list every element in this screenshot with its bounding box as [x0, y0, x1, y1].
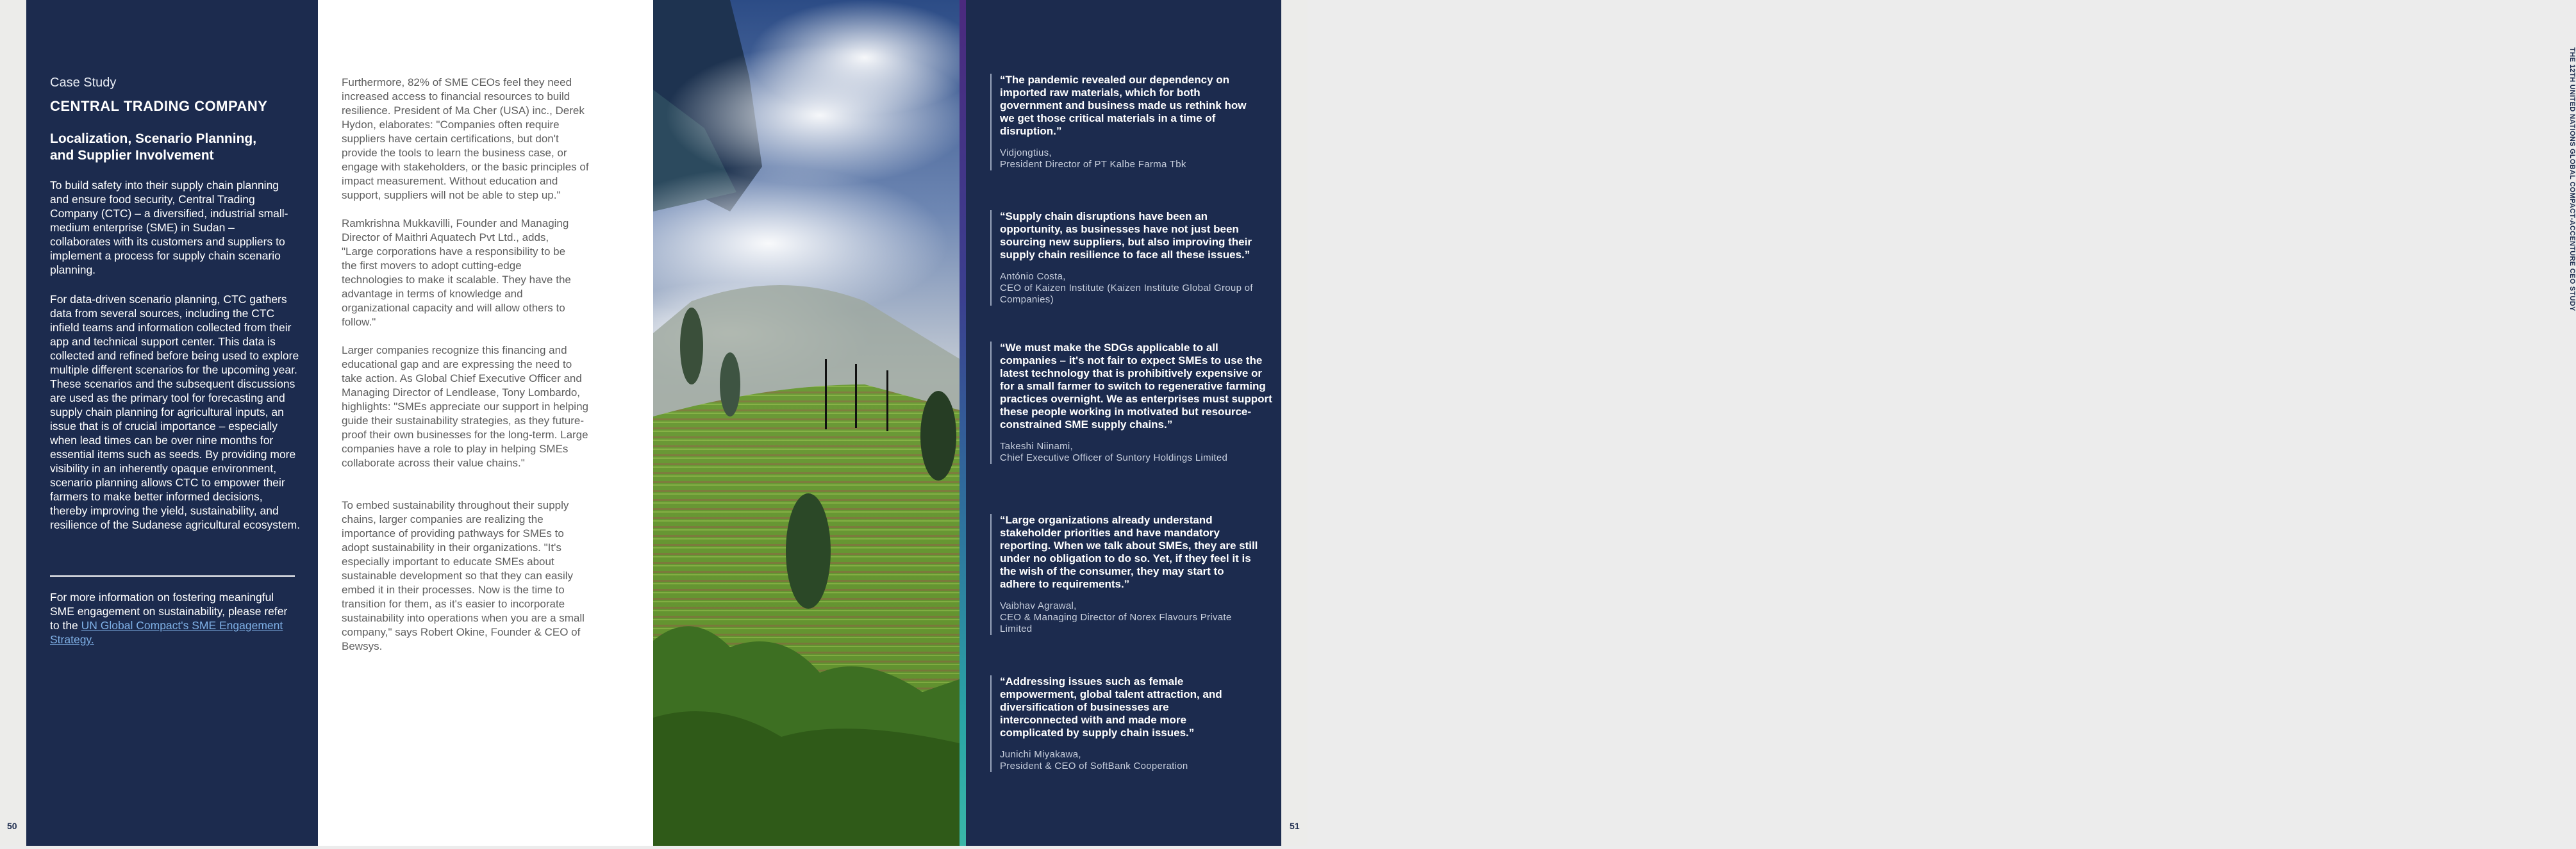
quote-attribution: [1000, 441, 1272, 464]
quote-attribution: [1000, 147, 1259, 170]
quote-author-name: Junichi Miyakawa,: [1000, 749, 1081, 760]
quote-attribution: [1000, 271, 1272, 306]
case-study-panel: [26, 0, 318, 846]
quote-text: “Large organizations already understand stakeholder priorities and have mandatory reporting. When we talk about SMEs, they are still under no obligation to do so. Yet, if they feel it is the wish of the consumer, they may start to adhere to requirements.”: [1000, 514, 1258, 590]
quote-author-role: President Director of PT Kalbe Farma Tbk: [1000, 159, 1186, 170]
quote-block: [990, 74, 1259, 170]
quote-text: “Supply chain disruptions have been an opportunity, as businesses have not just been sourcing new suppliers, but also improving their supply chain resilience to face all these issues.”: [1000, 210, 1252, 261]
quote-author-name: Takeshi Niinami,: [1000, 441, 1074, 452]
quote-author-name: Vaibhav Agrawal,: [1000, 600, 1077, 611]
quote-attribution: [1000, 749, 1247, 772]
quote-author-role: President & CEO of SoftBank Cooperation: [1000, 761, 1188, 771]
middle-paragraph-2: Ramkrishna Mukkavilli, Founder and Managing Director of Maithri Aquatech Pvt Ltd., adds, "Large corporations have a responsibility to be the first movers to adopt cutting-edge technologies to make it scalable. They have the advantage in terms of knowledge and organizational capacity and will allow others to follow.": [342, 217, 571, 328]
section-divider: [50, 575, 295, 577]
quote-block: [990, 514, 1259, 635]
quote-text: “The pandemic revealed our dependency on imported raw materials, which for both government and business made us rethink how we get those critical materials in a time of disruption.”: [1000, 74, 1247, 137]
right-page-margin: [1281, 0, 2576, 846]
case-study-title: CENTRAL TRADING COMPANY: [50, 98, 268, 114]
quote-block: [990, 210, 1272, 306]
left-page-margin: [0, 0, 26, 846]
quote-author-name: António Costa,: [1000, 271, 1066, 282]
case-study-label: Case Study: [50, 76, 117, 90]
quote-author-role: CEO of Kaizen Institute (Kaizen Institute Global Group of Companies): [1000, 283, 1253, 305]
gradient-accent-bar: [960, 0, 966, 846]
middle-paragraph-3: Larger companies recognize this financing and educational gap and are expressing the need to take action. As Global Chief Executive Officer and Managing Director of Lendlease, Tony Lombardo, highlights: "SMEs appreciate our support in helping guide their sustainability strategies, as they future-proof their own businesses for the long-term. Large companies have a role to play in helping SMEs collaborate across their value chains.": [342, 344, 588, 469]
middle-paragraph-1: Furthermore, 82% of SME CEOs feel they need increased access to financial resources to build resilience. President of Ma Cher (USA) inc., Derek Hydon, elaborates: "Companies often require suppliers have certain certifications, but don't provide the tools to learn the business case, or engage with stakeholders, or the basic principles of impact measurement. Without education and support, suppliers will not be able to step up.": [342, 76, 589, 201]
quote-author-name: Vidjongtius,: [1000, 147, 1052, 158]
middle-paragraph-4: To embed sustainability throughout their supply chains, larger companies are realizing the importance of providing pathways for SMEs to adopt sustainability in their organizations. "It's especially important to educate SMEs about sustainable development so that they can easily embed it in their processes. Now is the time to transition for them, as it's easier to incorporate sustainability into operations when you are a small company," says Robert Okine, Founder & CEO of Bewsys.: [342, 499, 585, 652]
case-study-paragraph-2: For data-driven scenario planning, CTC gathers data from several sources, including the CTC infield teams and information collected from their app and technical support center. This data is collected and refined before being used to explore multiple different scenarios for the upcoming year. These scenarios and the subsequent discussions are used as the primary tool for forecasting and supply chain planning for agricultural inputs, an issue that is of crucial importance – especially when lead times can be over nine months for essential items such as seeds. By providing more visibility in an inherently opaque environment, scenario planning allows CTC to empower their farmers to make better informed decisions, thereby improving the yield, sustainability, and resilience of the Sudanese agricultural ecosystem.: [50, 293, 301, 531]
middle-text-column: [318, 0, 653, 846]
quote-text: “Addressing issues such as female empowerment, global talent attraction, and diversification of businesses are interconnected with and made more complicated by supply chain issues.”: [1000, 675, 1222, 739]
more-info-text: For more information on fostering meaningful SME engagement on sustainability, please refer to the: [50, 591, 288, 632]
page-number-right: 51: [1290, 821, 1300, 831]
quote-block: [990, 675, 1247, 772]
quote-author-role: Chief Executive Officer of Suntory Holdings Limited: [1000, 452, 1228, 463]
more-info-paragraph: [50, 590, 294, 647]
quote-text: “We must make the SDGs applicable to all companies – it's not fair to expect SMEs to use the latest technology that is prohibitively expensive or for a small farmer to switch to regenerative farming practices overnight. We as enterprises must support these people working in motivated but resource-constrained SME supply chains.”: [1000, 342, 1272, 431]
case-study-paragraph-1: To build safety into their supply chain planning and ensure food security, Central Trading Company (CTC) – a diversified, industrial small-medium enterprise (SME) in Sudan – collaborates with its customers and suppliers to implement a process for supply chain scenario planning.: [50, 179, 288, 276]
report-side-title: THE 12TH UNITED NATIONS GLOBAL COMPACT-ACCENTURE CEO STUDY: [2568, 47, 2576, 311]
ceo-quotes-panel: [966, 0, 1281, 846]
quote-block: [990, 342, 1272, 464]
quote-attribution: [1000, 600, 1259, 635]
sme-engagement-strategy-link[interactable]: UN Global Compact's SME Engagement Strategy.: [50, 619, 283, 646]
quote-author-role: CEO & Managing Director of Norex Flavours Private Limited: [1000, 612, 1232, 634]
terraced-hillside-photo: [653, 0, 960, 846]
page-number-left: 50: [7, 821, 17, 831]
case-study-subtitle: Localization, Scenario Planning, and Supplier Involvement: [50, 131, 257, 163]
